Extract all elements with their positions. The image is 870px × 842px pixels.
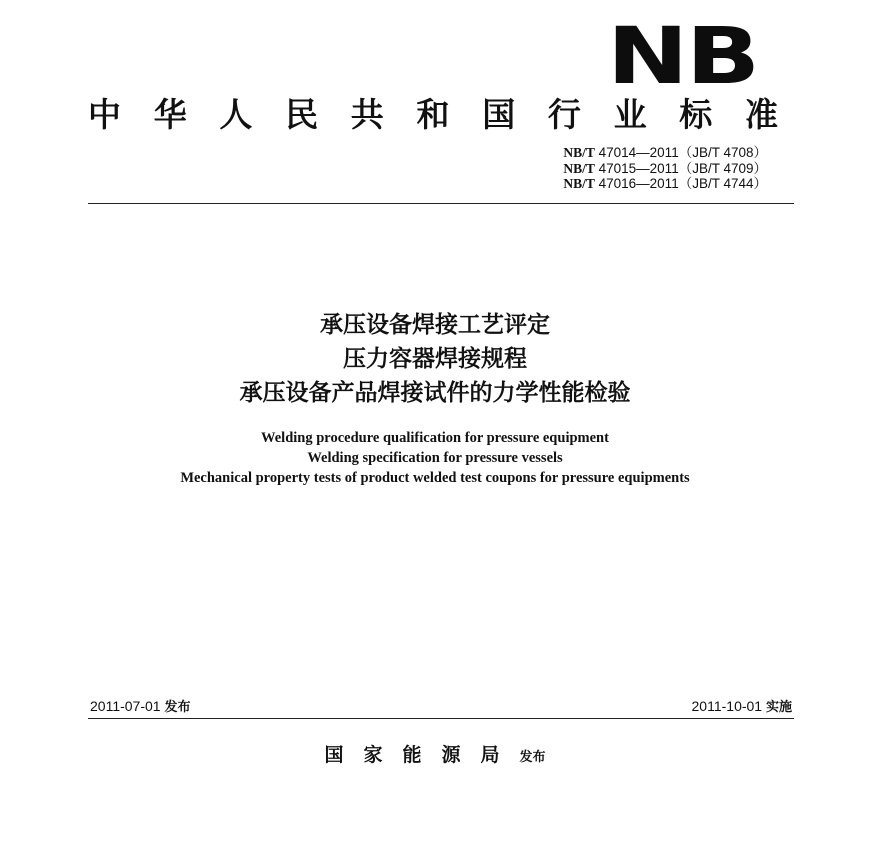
standard-category-title: 中华人民共和国行业标准	[88, 95, 792, 134]
publisher-suffix: 发布	[519, 750, 546, 765]
english-title-line: Welding procedure qualification for pressure equipment	[261, 430, 609, 446]
issue-date-value: 2011-07-01	[90, 698, 161, 714]
standard-code-row	[563, 161, 767, 177]
publisher	[0, 740, 870, 767]
bottom-divider	[88, 718, 794, 719]
english-title-line: Welding specification for pressure vessels	[307, 450, 563, 466]
chinese-title-line: 承压设备产品焊接试件的力学性能检验	[239, 380, 631, 406]
code-prefix: NB/T	[563, 160, 595, 176]
publisher-name: 国家能源局	[324, 744, 520, 766]
chinese-title-line: 承压设备焊接工艺评定	[320, 312, 550, 338]
issue-label: 发布	[164, 700, 191, 715]
code-prefix: NB/T	[563, 176, 595, 191]
code-number: 47015—2011（JB/T 4709）	[594, 160, 767, 176]
code-number: 47016—2011（JB/T 4744）	[594, 176, 767, 191]
implementation-date	[692, 697, 792, 717]
standard-code-list	[563, 145, 767, 192]
english-title-line: Mechanical property tests of product welded test coupons for pressure equipments	[180, 470, 690, 486]
standard-code-row	[563, 176, 767, 192]
code-number: 47014—2011（JB/T 4708）	[594, 145, 767, 160]
top-divider	[88, 203, 794, 204]
code-prefix: NB/T	[563, 145, 595, 160]
nb-logo: NB	[607, 12, 758, 102]
english-title-block	[0, 428, 870, 488]
standard-code-row	[563, 145, 767, 161]
chinese-title-line: 压力容器焊接规程	[343, 346, 527, 372]
implementation-date-value: 2011-10-01	[691, 698, 763, 714]
chinese-title-block	[0, 308, 870, 410]
issue-date	[90, 697, 190, 717]
implementation-label: 实施	[765, 700, 792, 715]
